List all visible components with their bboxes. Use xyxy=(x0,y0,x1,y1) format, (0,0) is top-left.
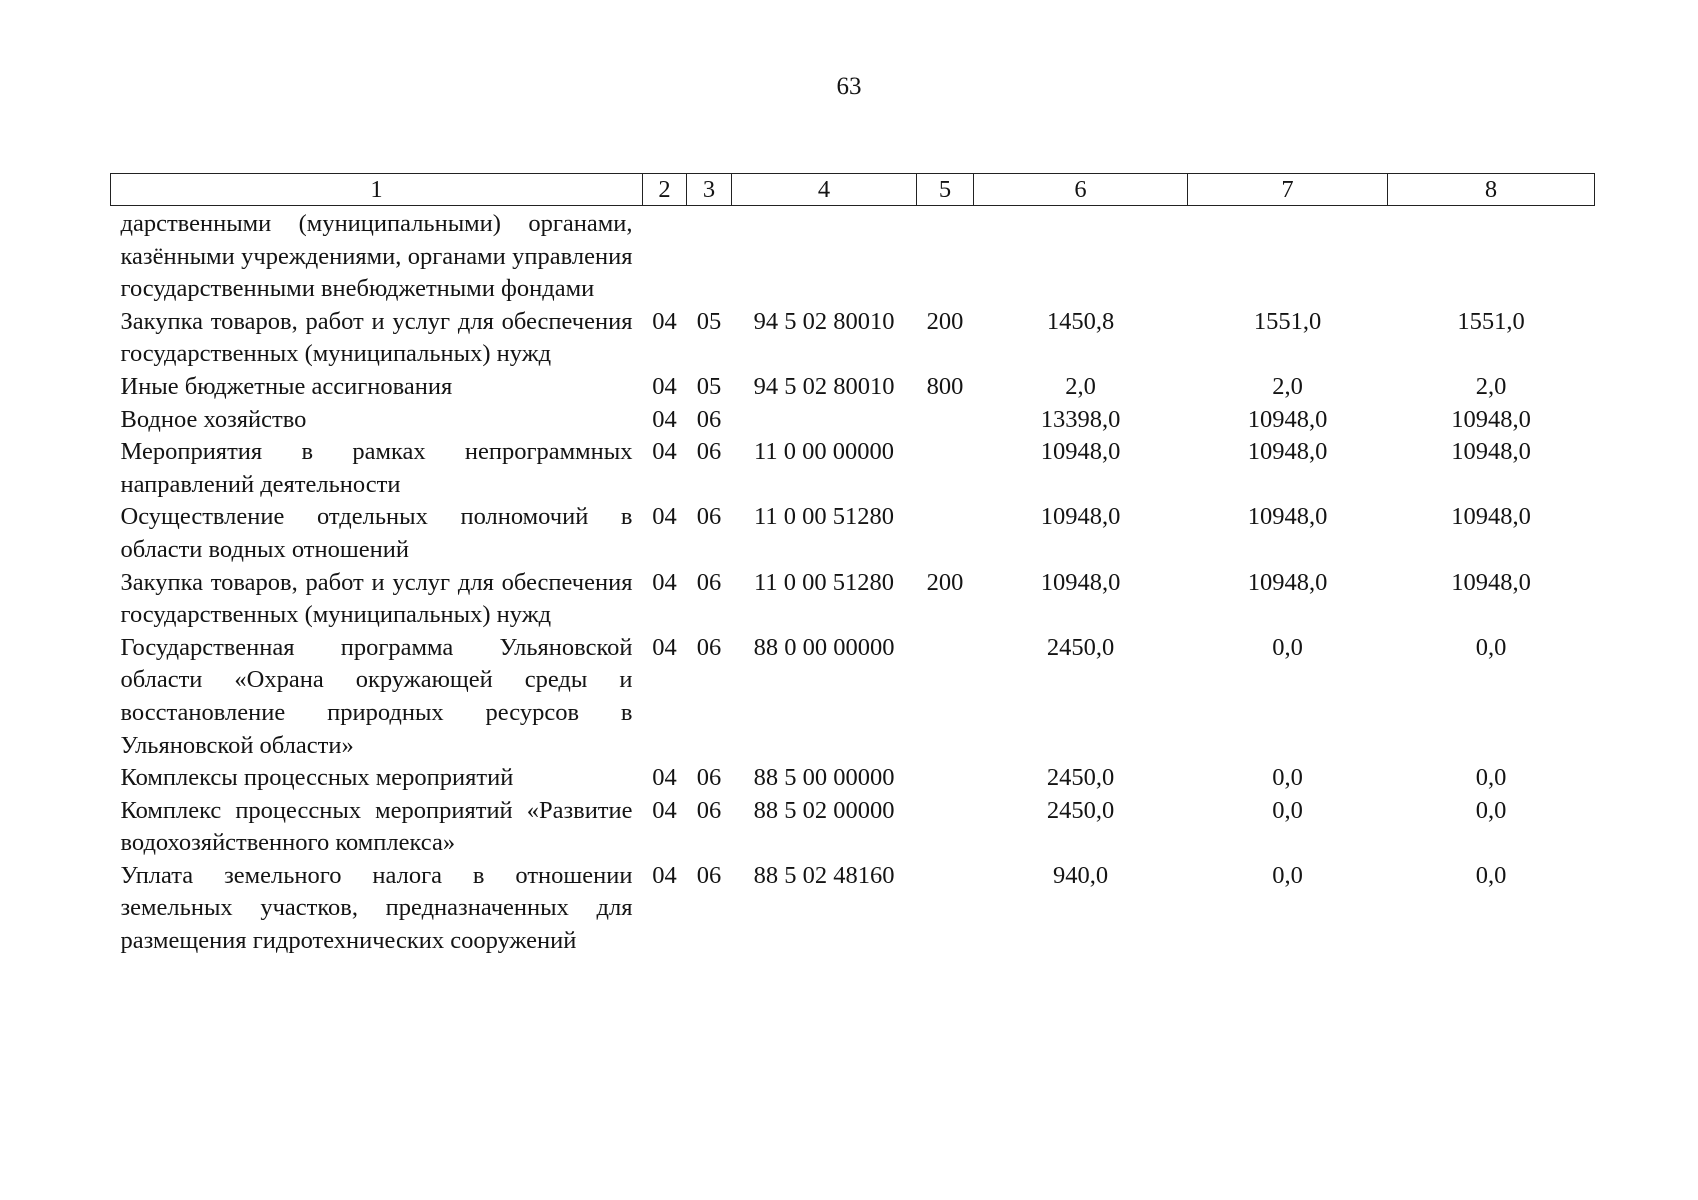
row-amount-col6-cell: 940,0 xyxy=(1052,861,1109,889)
table-row xyxy=(111,795,1595,860)
row-name-cell: Государственная программа Ульяновской области «Охрана окружающей среды и восстановление природных ресурсов в Ульяновской области» xyxy=(120,633,633,759)
row-amount-col8-cell: 2,0 xyxy=(1475,372,1507,400)
budget-table xyxy=(110,173,1595,958)
row-name-cell: Комплекс процессных мероприятий «Развитие водохозяйственного комплекса» xyxy=(120,796,633,857)
row-target-article-cell: 11 0 00 51280 xyxy=(754,503,894,531)
row-amount-col7-cell: 10948,0 xyxy=(1247,568,1328,596)
table-row xyxy=(111,762,1595,795)
table-row xyxy=(111,860,1595,958)
column-header-3: 3 xyxy=(687,174,732,206)
row-amount-col6-cell: 2450,0 xyxy=(1046,764,1115,792)
row-name-cell: Комплексы процессных мероприятий xyxy=(120,764,514,792)
row-subsection-code-cell: 06 xyxy=(696,861,722,889)
row-expense-type-cell: 200 xyxy=(926,307,964,335)
row-section-code-cell: 04 xyxy=(652,568,677,596)
row-amount-col7-cell: 0,0 xyxy=(1272,633,1303,661)
row-amount-col7-cell: 2,0 xyxy=(1272,372,1303,400)
row-name-cell: Закупка товаров, работ и услуг для обеспечения государственных (муниципальных) нужд xyxy=(120,568,633,629)
column-header-5: 5 xyxy=(917,174,974,206)
row-amount-col8-cell xyxy=(1388,206,1595,306)
row-section-code-cell: 04 xyxy=(652,503,677,531)
row-amount-col8-cell: 0,0 xyxy=(1475,861,1507,889)
row-amount-col7-cell: 0,0 xyxy=(1272,861,1303,889)
row-section-code-cell: 04 xyxy=(652,438,677,466)
row-expense-type-cell xyxy=(917,501,974,566)
row-section-code-cell: 04 xyxy=(652,405,677,433)
row-amount-col8-cell: 10948,0 xyxy=(1451,568,1531,596)
table-row xyxy=(111,371,1595,404)
table-row xyxy=(111,436,1595,501)
row-amount-col7-cell: 0,0 xyxy=(1272,764,1303,792)
table-row xyxy=(111,206,1595,306)
row-target-article-cell: 11 0 00 00000 xyxy=(754,438,894,466)
row-section-code-cell: 04 xyxy=(652,861,677,889)
row-name-cell: Уплата земельного налога в отношении земельных участков, предназначенных для размещения гидротехнических сооружений xyxy=(120,861,633,955)
row-name-cell: Водное хозяйство xyxy=(120,405,307,433)
column-header-4: 4 xyxy=(732,174,917,206)
row-name-cell: Мероприятия в рамках непрограммных направлений деятельности xyxy=(120,438,633,498)
row-expense-type-cell: 800 xyxy=(926,372,964,400)
row-name-cell: Закупка товаров, работ и услуг для обеспечения государственных (муниципальных) нужд xyxy=(120,307,633,368)
row-name-cell: Осуществление отдельных полномочий в области водных отношений xyxy=(120,503,633,563)
row-subsection-code-cell: 06 xyxy=(696,503,722,531)
row-subsection-code-cell: 06 xyxy=(696,568,722,596)
row-section-code-cell: 04 xyxy=(652,633,677,661)
table-row xyxy=(111,632,1595,762)
column-header-6: 6 xyxy=(974,174,1188,206)
row-section-code-cell: 04 xyxy=(652,372,677,400)
row-amount-col8-cell: 10948,0 xyxy=(1451,438,1531,466)
row-expense-type-cell xyxy=(917,795,974,860)
row-amount-col6-cell: 1450,8 xyxy=(1046,307,1115,335)
row-expense-type-cell: 200 xyxy=(926,568,964,596)
row-target-article-cell: 94 5 02 80010 xyxy=(753,372,895,400)
row-amount-col7-cell: 10948,0 xyxy=(1247,503,1328,531)
row-target-article-cell: 88 5 00 00000 xyxy=(753,764,895,792)
row-section-code-cell: 04 xyxy=(652,764,677,792)
row-amount-col6-cell: 2,0 xyxy=(1065,372,1096,400)
row-target-article-cell: 11 0 00 51280 xyxy=(754,568,894,596)
column-header-1: 1 xyxy=(111,174,643,206)
row-target-article-cell: 94 5 02 80010 xyxy=(753,307,895,335)
row-expense-type-cell xyxy=(917,860,974,958)
column-header-2: 2 xyxy=(643,174,687,206)
table-header-row xyxy=(111,174,1595,206)
row-subsection-code-cell: 05 xyxy=(696,307,722,335)
row-subsection-code-cell xyxy=(687,206,732,306)
row-name-cell: Иные бюджетные ассигнования xyxy=(120,372,453,400)
row-amount-col6-cell: 13398,0 xyxy=(1040,405,1121,433)
row-expense-type-cell xyxy=(917,206,974,306)
row-subsection-code-cell: 06 xyxy=(696,633,722,661)
row-amount-col6-cell: 2450,0 xyxy=(1046,796,1115,824)
table-row xyxy=(111,501,1595,566)
row-target-article-cell xyxy=(732,206,917,306)
row-subsection-code-cell: 06 xyxy=(696,796,722,824)
table-row xyxy=(111,404,1595,437)
table-row xyxy=(111,567,1595,632)
row-subsection-code-cell: 06 xyxy=(696,438,722,466)
row-amount-col7-cell xyxy=(1188,206,1388,306)
row-subsection-code-cell: 05 xyxy=(696,372,722,400)
column-header-8: 8 xyxy=(1388,174,1595,206)
row-expense-type-cell xyxy=(917,436,974,501)
row-target-article-cell xyxy=(732,404,917,437)
row-subsection-code-cell: 06 xyxy=(696,405,722,433)
row-target-article-cell: 88 0 00 00000 xyxy=(753,633,895,661)
row-amount-col8-cell: 10948,0 xyxy=(1451,405,1531,433)
row-subsection-code-cell: 06 xyxy=(696,764,722,792)
row-amount-col7-cell: 10948,0 xyxy=(1247,438,1328,466)
row-expense-type-cell xyxy=(917,404,974,437)
row-amount-col6-cell: 10948,0 xyxy=(1040,503,1121,531)
row-name-cell: дарственными (муниципальными) органами, казёнными учреждениями, органами управления государственными внебюджетными фондами xyxy=(120,210,633,303)
row-amount-col7-cell: 0,0 xyxy=(1272,796,1303,824)
row-target-article-cell: 88 5 02 00000 xyxy=(753,796,895,824)
row-amount-col7-cell: 10948,0 xyxy=(1247,405,1328,433)
row-amount-col8-cell: 0,0 xyxy=(1475,796,1507,824)
row-section-code-cell xyxy=(643,206,687,306)
column-header-7: 7 xyxy=(1188,174,1388,206)
page-number: 63 xyxy=(836,73,862,100)
row-amount-col6-cell: 2450,0 xyxy=(1046,633,1115,661)
row-amount-col6-cell: 10948,0 xyxy=(1040,438,1121,466)
row-amount-col8-cell: 0,0 xyxy=(1475,633,1507,661)
row-amount-col6-cell xyxy=(974,206,1188,306)
row-amount-col8-cell: 1551,0 xyxy=(1457,307,1525,335)
row-amount-col8-cell: 0,0 xyxy=(1475,764,1507,792)
row-section-code-cell: 04 xyxy=(652,307,677,335)
table-body xyxy=(111,206,1595,958)
row-amount-col7-cell: 1551,0 xyxy=(1253,307,1322,335)
table-row xyxy=(111,306,1595,371)
row-section-code-cell: 04 xyxy=(652,796,677,824)
row-target-article-cell: 88 5 02 48160 xyxy=(753,861,895,889)
row-expense-type-cell xyxy=(917,762,974,795)
row-amount-col6-cell: 10948,0 xyxy=(1040,568,1121,596)
row-amount-col8-cell: 10948,0 xyxy=(1451,503,1531,531)
row-expense-type-cell xyxy=(917,632,974,762)
